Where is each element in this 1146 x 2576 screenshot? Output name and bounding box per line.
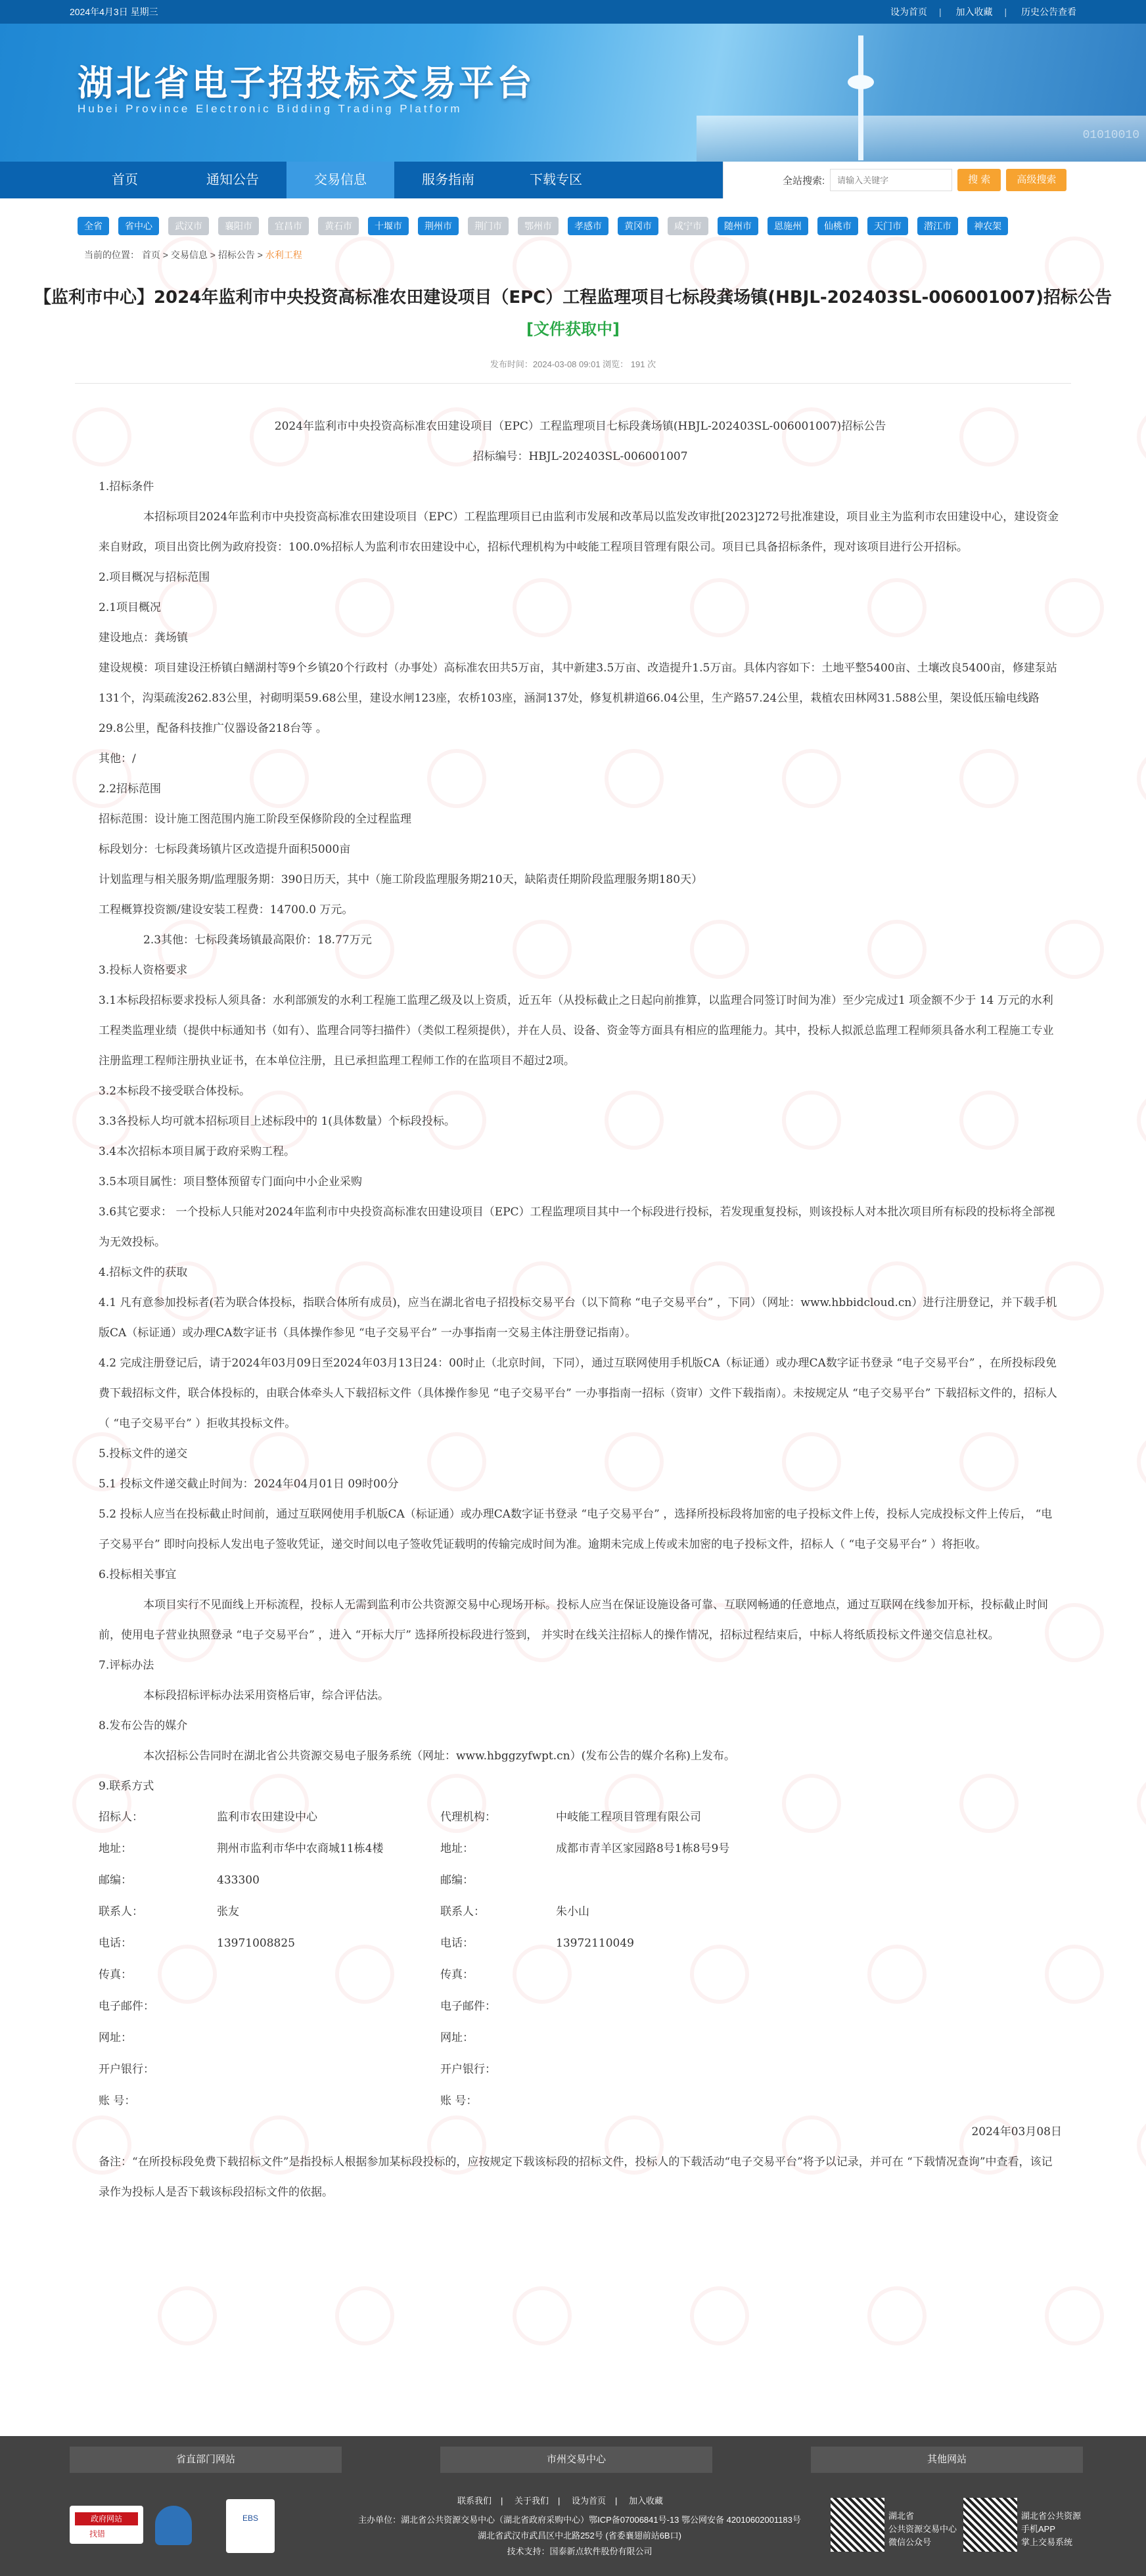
- contact-row: [99, 2054, 1062, 2085]
- region-chip[interactable]: 襄阳市: [218, 217, 259, 235]
- contact-cell: 网址：: [440, 2031, 474, 2045]
- footer-tab-city[interactable]: 市州交易中心: [440, 2447, 712, 2473]
- contact-cell: [556, 1991, 1062, 2022]
- watermark-seal: [335, 2286, 394, 2345]
- watermark-seal: [1137, 1091, 1146, 1150]
- body-paragraph: 2.3其他：七标段龚场镇最高限价：18.77万元: [143, 934, 372, 947]
- body-paragraph: 3.2本标段不接受联合体投标。: [99, 1085, 251, 1098]
- contact-cell: 张友: [217, 1905, 239, 1918]
- contact-cell: 代理机构：: [440, 1811, 496, 1824]
- contact-cell: 邮编：: [99, 1874, 132, 1887]
- body-paragraph: 3.6其它要求： 一个投标人只能对2024年监利市中央投资高标准农田建设项目（EPC）工程监理项目其中一个标段进行投标，若发现重复投标，则该投标人对本批次项目所有标段的投标将全部视为无效投标。: [99, 1206, 1055, 1249]
- body-paragraph: 5.投标文件的递交: [99, 1447, 188, 1460]
- contact-us-link[interactable]: 联系我们: [457, 2496, 492, 2506]
- contact-row: [99, 1864, 1062, 1896]
- watermark-seal: [1045, 2286, 1104, 2345]
- ebs-badge: EBS: [226, 2499, 275, 2553]
- region-chip[interactable]: 恩施州: [768, 217, 808, 235]
- body-paragraph: 本项目实行不见面线上开标流程，投标人无需到监利市公共资源交易中心现场开标。投标人应当在保证设施设备可靠、互联网畅通的任意地点，通过互联网在线参加开标，投标截止时间前，使用电子营业执照登录 “电子交易平台” ，进入 “开标大厅” 选择所投标段进行签到， 并实时在线关注招标人的操作情况，招标过程结束后，中标人将纸质投标文件递交信息社权。: [99, 1598, 1048, 1642]
- footer-links: 联系我们 | 关于我们 | 设为首页 | 加入收藏: [457, 2496, 664, 2506]
- body-paragraph: 7.评标办法: [99, 1659, 154, 1672]
- body-paragraph: 计划监理与相关服务期/监理服务期：390日历天，其中（施工阶段监理服务期210天，缺陷责任期阶段监理服务期180天）: [99, 873, 703, 886]
- contact-cell: 联系人：: [440, 1905, 485, 1918]
- footer-sponsor: 主办单位：湖北省公共资源交易中心（湖北省政府采购中心）鄂ICP备07006841号-13 鄂公网安备 42010602001183号: [358, 2515, 801, 2525]
- region-chip[interactable]: 随州市: [718, 217, 758, 235]
- contact-row: [99, 1896, 1062, 1928]
- body-paragraph: 招标范围：设计施工图范围内施工阶段至保修阶段的全过程监理: [99, 813, 411, 826]
- main-nav: [0, 162, 1146, 198]
- contact-cell: 账 号：: [99, 2094, 136, 2108]
- nav-service-guide[interactable]: 服务指南: [422, 173, 474, 187]
- watermark-seal: [1137, 1774, 1146, 1833]
- body-paragraph: 2.1项目概况: [99, 601, 162, 614]
- search-button[interactable]: 搜 索: [957, 169, 1001, 191]
- contact-cell: 13972110049: [556, 1937, 634, 1950]
- contact-cell: 荆州市监利市华中农商城11栋4楼: [217, 1842, 384, 1855]
- search-input[interactable]: [830, 169, 952, 191]
- remark: 备注：“在所投标段免费下载招标文件”是指投标人根据参加某标段投标的，应按规定下载该标段的招标文件，投标人的下载活动“电子交易平台”将予以记录，并可在 “下载情况查询”中查看，该记录作为投标人是否下载该标段招标文件的依据。: [99, 2156, 1053, 2199]
- nav-downloads[interactable]: 下载专区: [530, 173, 582, 187]
- region-chip[interactable]: 仙桃市: [817, 217, 858, 235]
- footer-set-home-link[interactable]: 设为首页: [572, 2496, 607, 2506]
- region-chip[interactable]: 鄂州市: [518, 217, 559, 235]
- wechat-qr-image: [831, 2498, 884, 2552]
- body-paragraph: 本标段招标评标办法采用资格后审，综合评估法。: [143, 1689, 389, 1702]
- contact-cell: 联系人：: [99, 1905, 143, 1918]
- binary-decoration: 01010010: [1082, 129, 1139, 142]
- body-paragraph: 2.项目概况与招标范围: [99, 571, 210, 584]
- body-paragraph: 5.2 投标人应当在投标截止时间前，通过互联网使用手机版CA（标证通）或办理CA数字证书登录 “电子交易平台” ，选择所投标段将加密的电子投标文件上传，投标人完成投标文件上传后， “电子交易平台” 即时向投标人发出电子签收凭证，递交时间以电子签收凭证载明的传输完成时间为准。逾期未完成上传或未加密的电子投标文件，招标人（ “电子交易平台” ）将拒收。: [99, 1508, 1053, 1551]
- breadcrumb-trade-info[interactable]: 交易信息: [170, 250, 208, 260]
- nav-home[interactable]: 首页: [112, 173, 138, 187]
- site-title: 湖北省电子招投标交易平台: [78, 62, 535, 104]
- contact-cell: 中岐能工程项目管理有限公司: [556, 1811, 701, 1824]
- region-chip[interactable]: 十堰市: [368, 217, 409, 235]
- contact-cell: 账 号：: [440, 2094, 478, 2108]
- body-heading: 2024年监利市中央投资高标准农田建设项目（EPC）工程监理项目七标段龚场镇(HBJL-202403SL-006001007)招标公告: [274, 420, 886, 433]
- about-us-link[interactable]: 关于我们: [515, 2496, 549, 2506]
- contact-cell: 电子邮件：: [99, 2000, 154, 2013]
- footer: [0, 2436, 1146, 2576]
- contact-cell: 13971008825: [217, 1937, 295, 1950]
- contact-cell: 开户银行：: [99, 2063, 154, 2076]
- contact-cell: 招标人：: [99, 1811, 143, 1824]
- app-qr-caption: 湖北省公共资源 手机APP 掌上交易系统: [1021, 2511, 1082, 2547]
- site-subtitle: Hubei Province Electronic Bidding Trading Platform: [78, 102, 463, 115]
- body-paragraph: 5.1 投标文件递交截止时间为：2024年04月01日 09时00分: [99, 1478, 399, 1491]
- contact-cell: 传真：: [440, 1968, 474, 1981]
- contact-row: [99, 1959, 1062, 1991]
- top-links: 设为首页 | 加入收藏 | 历史公告查看: [890, 7, 1076, 17]
- watermark-seal: [1137, 407, 1146, 466]
- region-filter: [0, 198, 1146, 235]
- contact-cell: [217, 2054, 440, 2085]
- body-paragraph: 1.招标条件: [99, 480, 154, 493]
- article-title: 【监利市中心】2024年监利市中央投资高标准农田建设项目（EPC）工程监理项目七标段龚场镇(HBJL-202403SL-006001007)招标公告: [34, 288, 1112, 307]
- footer-address: 湖北省武汉市武昌区中北路252号 (省委襄翅前站6B口): [478, 2531, 681, 2541]
- article-status: [文件获取中]: [526, 320, 620, 338]
- footer-favorite-link[interactable]: 加入收藏: [629, 2496, 664, 2506]
- watermark-seal: [690, 2286, 749, 2345]
- watermark-seal: [1137, 2115, 1146, 2175]
- gov-site-badge[interactable]: 政府网站 找错: [70, 2506, 143, 2544]
- contact-cell: [217, 2085, 440, 2117]
- wechat-qr-caption: 湖北省 公共资源交易中心 微信公众号: [888, 2511, 957, 2547]
- nav-notices[interactable]: 通知公告: [206, 173, 259, 187]
- region-chip[interactable]: 潜江市: [917, 217, 958, 235]
- region-chip[interactable]: 黄冈市: [618, 217, 658, 235]
- article-meta: 发布时间：2024-03-08 09:01 浏览： 191 次: [75, 357, 1071, 384]
- contact-row: [99, 2085, 1062, 2117]
- body-paragraph: 3.4本次招标本项目属于政府采购工程。: [99, 1145, 296, 1158]
- city-skyline-image: [697, 116, 1146, 162]
- contact-cell: [217, 1959, 440, 1991]
- body-paragraph: 4.招标文件的获取: [99, 1266, 188, 1279]
- watermark-seal: [158, 2286, 217, 2345]
- contact-cell: [556, 2054, 1062, 2085]
- contact-cell: 地址：: [99, 1842, 132, 1855]
- bid-number: 招标编号：HBJL-202403SL-006001007: [472, 450, 688, 463]
- body-paragraph: 8.发布公告的媒介: [99, 1719, 188, 1732]
- set-home-link[interactable]: 设为首页: [890, 7, 927, 17]
- body-paragraph: 9.联系方式: [99, 1780, 154, 1793]
- contact-cell: [556, 2085, 1062, 2117]
- contact-cell: 地址：: [440, 1842, 474, 1855]
- contact-cell: 邮编：: [440, 1874, 474, 1887]
- contact-cell: [556, 1864, 1062, 1896]
- contact-cell: 传真：: [99, 1968, 132, 1981]
- region-chip[interactable]: 孝感市: [568, 217, 608, 235]
- region-chip[interactable]: 全省: [78, 217, 109, 235]
- body-paragraph: 本次招标公告同时在湖北省公共资源交易电子服务系统（网址：www.hbggzyfwpt.cn）(发布公告的媒介名称)上发布。: [143, 1750, 735, 1763]
- contact-cell: 成都市青羊区家园路8号1栋8号9号: [556, 1842, 730, 1855]
- body-paragraph: 3.3各投标人均可就本招标项目上述标段中的 1(具体数量）个标段投标。: [99, 1115, 455, 1128]
- region-chip[interactable]: 宜昌市: [268, 217, 309, 235]
- region-chip[interactable]: 神农架: [967, 217, 1008, 235]
- contact-cell: 监利市农田建设中心: [217, 1811, 317, 1824]
- region-chip[interactable]: 武汉市: [168, 217, 209, 235]
- article-body: [99, 411, 1062, 2207]
- contact-row: [99, 2022, 1062, 2054]
- body-paragraph: 标段划分：七标段龚场镇片区改造提升面积5000亩: [99, 843, 351, 856]
- watermark-seal: [513, 2286, 572, 2345]
- site-banner: [0, 24, 1146, 162]
- site-search: [723, 162, 1146, 198]
- contact-row: [99, 1928, 1062, 1959]
- body-paragraph: 2.2招标范围: [99, 782, 162, 796]
- contact-table: [99, 1801, 1062, 2117]
- region-chip[interactable]: 省中心: [118, 217, 159, 235]
- contact-cell: 电子邮件：: [440, 2000, 496, 2013]
- search-label: 全站搜索:: [783, 175, 825, 187]
- breadcrumb-current: 水利工程: [265, 250, 302, 260]
- contact-cell: 网址：: [99, 2031, 132, 2045]
- body-paragraph: 工程概算投资额/建设安装工程费：14700.0 万元。: [99, 903, 354, 916]
- footer-tab-provincial[interactable]: 省直部门网站: [70, 2447, 342, 2473]
- region-chip[interactable]: 天门市: [867, 217, 908, 235]
- publish-date: 2024年03月08日: [971, 2125, 1062, 2138]
- contact-cell: [217, 1991, 440, 2022]
- watermark-seal: [1137, 749, 1146, 808]
- contact-cell: [556, 1959, 1062, 1991]
- app-qr-image: [963, 2498, 1017, 2552]
- breadcrumb-home[interactable]: 首页: [141, 250, 160, 260]
- contact-row: [99, 1801, 1062, 1833]
- nav-trade-info[interactable]: 交易信息: [286, 162, 394, 198]
- body-paragraph: 4.2 完成注册登记后，请于2024年03月09日至2024年03月13日24：00时止（北京时间，下同），通过互联网使用手机版CA（标证通）或办理CA数字证书登录 “电子交易平台” ，在所投标段免费下载招标文件，联合体投标的，由联合体牵头人下载招标文件（具体操作参见 “电子交易平台” 一办事指南一招标（资审）文件下载指南）。未按规定从 “电子交易平台” 下载招标文件的，招标人 （ “电子交易平台” ）拒收其投标文件。: [99, 1357, 1057, 1430]
- contact-cell: 电话：: [440, 1937, 474, 1950]
- footer-info: [323, 2512, 836, 2560]
- contact-row: [99, 1991, 1062, 2022]
- watermark-seal: [1137, 1432, 1146, 1491]
- body-paragraph: 4.1 凡有意参加投标者(若为联合体投标，指联合体所有成员)，应当在湖北省电子招投标交易平台（以下简称 “电子交易平台” ，下同）（网址：www.hbbidcloud.cn）进行注册登记，并下载手机版CA（标证通）或办理CA数字证书（具体操作参见 “电子交易平台” 一办事指南一交易主体注册登记指南）。: [99, 1296, 1057, 1340]
- region-chip[interactable]: 荆门市: [468, 217, 509, 235]
- body-paragraph: 建设地点：龚场镇: [99, 631, 188, 644]
- body-paragraph: 3.投标人资格要求: [99, 964, 188, 977]
- watermark-seal: [867, 2286, 927, 2345]
- tv-tower-image: [848, 35, 874, 160]
- contact-row: [99, 1833, 1062, 1864]
- breadcrumb: 当前的位置： 首页 > 交易信息 > 招标公告 > 水利工程: [84, 250, 302, 260]
- body-paragraph: 3.5本项目属性：项目整体预留专门面向中小企业采购: [99, 1175, 363, 1188]
- advanced-search-button[interactable]: 高级搜索: [1006, 169, 1066, 191]
- current-date: 2024年4月3日 星期三: [70, 7, 158, 17]
- security-shield-icon: [155, 2506, 192, 2545]
- top-bar: [0, 0, 1146, 24]
- body-paragraph: 6.投标相关事宜: [99, 1568, 177, 1581]
- region-chip[interactable]: 咸宁市: [668, 217, 708, 235]
- breadcrumb-label: 当前的位置：: [84, 250, 139, 260]
- body-paragraph: 3.1本标段招标要求投标人须具备：水利部颁发的水利工程施工监理乙级及以上资质，近五年（从投标截止之日起向前推算，以监理合同签订时间为准）至少完成过1 项金额不少于 14 万元的水利工程类监理业绩（提供中标通知书（如有）、监理合同等扫描件）（类似工程须提供），并在人员、设备、资金等方面具有相应的监理能力。其中，投标人拟派总监理工程师须具备水利工程施工专业注册监理工程师注册执业证书，在本单位注册，且已承担监理工程师工作的在监项目不超过2项。: [99, 994, 1054, 1068]
- contact-cell: 朱小山: [556, 1905, 589, 1918]
- footer-tech-support: 技术支持：国泰新点软件股份有限公司: [507, 2546, 653, 2556]
- region-chip[interactable]: 荆州市: [418, 217, 459, 235]
- footer-tab-other[interactable]: 其他网站: [811, 2447, 1083, 2473]
- contact-cell: 电话：: [99, 1937, 132, 1950]
- body-paragraph: 其他：/: [99, 752, 136, 765]
- contact-cell: [556, 2022, 1062, 2054]
- add-favorite-link[interactable]: 加入收藏: [955, 7, 993, 17]
- contact-cell: [217, 2022, 440, 2054]
- contact-cell: 433300: [217, 1874, 260, 1887]
- body-paragraph: 本招标项目2024年监利市中央投资高标准农田建设项目（EPC）工程监理项目已由监利市发展和改革局以监发改审批[2023]272号批准建设，项目业主为监利市农田建设中心，建设资金来自财政，项目出资比例为政府投资：100.0%招标人为监利市农田建设中心，招标代理机构为中岐能工程项目管理有限公司。项目已具备招标条件，现对该项目进行公开招标。: [99, 510, 1059, 554]
- contact-cell: 开户银行：: [440, 2063, 496, 2076]
- breadcrumb-bid-notice[interactable]: 招标公告: [218, 250, 255, 260]
- region-chip[interactable]: 黄石市: [318, 217, 359, 235]
- body-paragraph: 建设规模：项目建设汪桥镇白鳝湖村等9个乡镇20个行政村（办事处）高标准农田共5万亩，其中新建3.5万亩、改造提升1.5万亩。具体内容如下：土地平整5400亩、土壤改良5400亩，修建泵站131个，沟渠疏浚262.83公里，衬砌明渠59.68公里，建设水闸123座，农桥103座，涵洞137处，修复机耕道66.04公里，生产路57.24公里，栽植农田林网31.588公里，架设低压输电线路29.8公里，配备科技推广仪器设备218台等 。: [99, 662, 1057, 735]
- history-link[interactable]: 历史公告查看: [1021, 7, 1076, 17]
